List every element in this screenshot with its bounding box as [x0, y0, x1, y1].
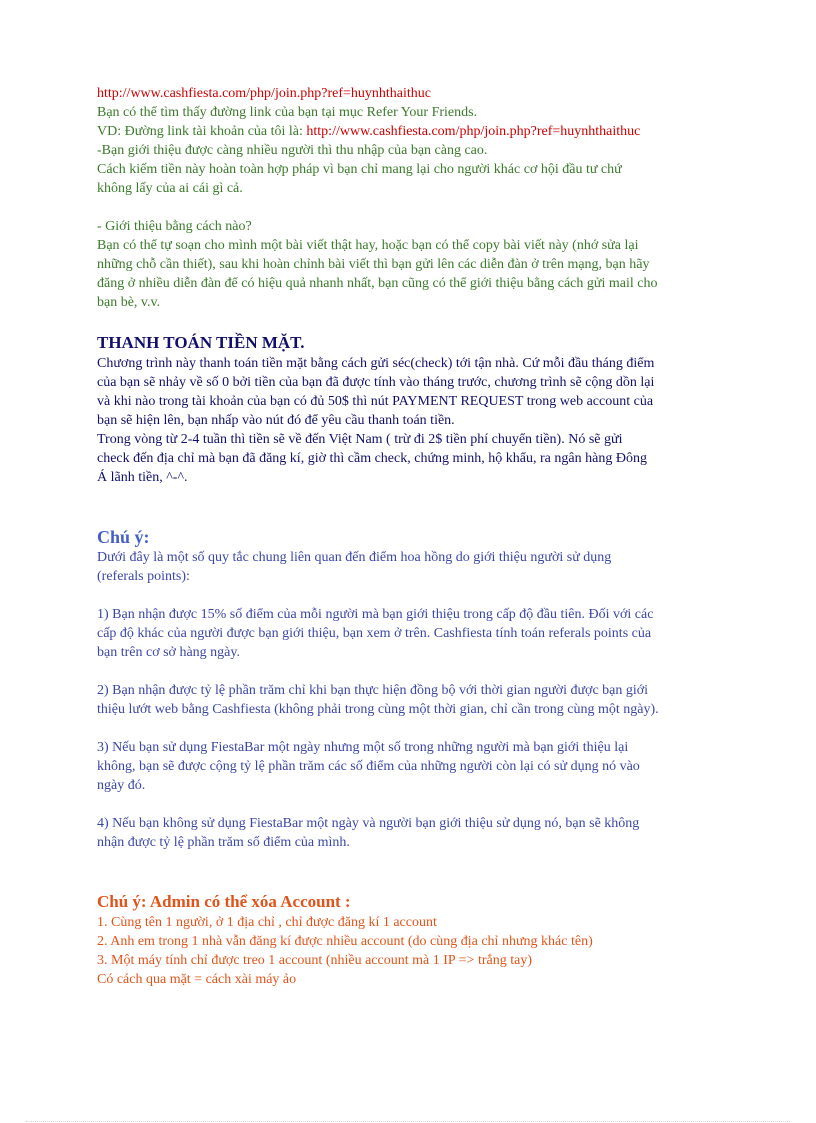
intro-line: không lấy của ai cái gì cả. [97, 181, 243, 196]
rule-1-line: 1) Bạn nhận được 15% số điểm của mỗi người mà bạn giới thiệu trong cấp độ đầu tiên. Đối với các [97, 607, 654, 622]
note-line: (referals points): [97, 569, 190, 584]
rule-3-line: 3) Nếu bạn sử dụng FiestaBar một ngày nhưng một số trong những người mà bạn giới thiệu lại [97, 740, 629, 755]
admin-line: Có cách qua mặt = cách xài máy ảo [97, 972, 297, 987]
spacer [97, 662, 737, 681]
rule-3-line: không, bạn sẽ được cộng tỷ lệ phần trăm các số điểm của những người còn lại có sử dụng nó vào [97, 759, 640, 774]
cash-line: và khi nào trong tài khoản của bạn có đủ 50$ thì nút PAYMENT REQUEST trong web account của [97, 394, 654, 409]
intro-line: -Bạn giới thiệu được càng nhiều người thì thu nhập của bạn càng cao. [97, 143, 488, 158]
admin-line: 3. Một máy tính chỉ được treo 1 account (nhiều account mà 1 IP => trắng tay) [97, 953, 532, 968]
intro-line: Bạn có thể tìm thấy đường link của bạn tại mục Refer Your Friends. [97, 105, 478, 120]
example-prefix: VD: Đường link tài khoản của tôi là: [97, 124, 307, 139]
admin-line: 1. Cùng tên 1 người, ở 1 địa chỉ , chỉ được đăng kí 1 account [97, 915, 437, 930]
rule-2-line: thiệu lướt web bằng Cashfiesta (không phải trong cùng một thời gian, chỉ cần trong cùng một ngày). [97, 702, 659, 717]
howto-line: những chỗ cần thiết), sau khi hoàn chỉnh bài viết thì bạn gửi lên các diễn đàn ở trên mạng, bạn hãy [97, 257, 650, 272]
cash-line: bạn sẽ hiện lên, bạn nhấp vào nút đó để yêu cầu thanh toán tiền. [97, 413, 455, 428]
admin-line: 2. Anh em trong 1 nhà vẫn đăng kí được nhiều account (do cùng địa chỉ nhưng khác tên) [97, 934, 593, 949]
note-heading: Chú ý: [97, 527, 150, 547]
cash-line: check đến địa chỉ mà bạn đã đăng kí, giờ thì cầm check, chứng minh, hộ khẩu, ra ngân hàng Đông [97, 451, 647, 466]
rule-3-line: ngày đó. [97, 778, 146, 793]
cash-line: của bạn sẽ nhảy về số 0 bởi tiền của bạn đã được tính vào tháng trước, chương trình sẽ cộng dồn lại [97, 375, 655, 390]
note-line: Dưới đây là một số quy tắc chung liên quan đến điểm hoa hồng do giới thiệu người sử dụng [97, 550, 612, 565]
cash-payment-heading: THANH TOÁN TIỀN MẶT. [97, 333, 305, 352]
cash-line: Chương trình này thanh toán tiền mặt bằng cách gửi séc(check) tới tận nhà. Cứ mỗi đầu tháng điểm [97, 356, 655, 371]
example-link[interactable]: http://www.cashfiesta.com/php/join.php?ref=huynhthaithuc [306, 124, 641, 139]
cash-line: Á lãnh tiền, ^-^. [97, 470, 188, 485]
document-page [97, 84, 737, 989]
page-bottom-divider [26, 1121, 790, 1122]
rule-1-line: bạn trên cơ sở hàng ngày. [97, 645, 240, 660]
cash-line: Trong vòng từ 2-4 tuần thì tiền sẽ về đến Việt Nam ( trừ đi 2$ tiền phí chuyển tiền). Nó sẽ gửi [97, 432, 623, 447]
spacer [97, 719, 737, 738]
spacer [97, 795, 737, 814]
spacer [97, 487, 737, 506]
rule-2-line: 2) Bạn nhận được tỷ lệ phần trăm chỉ khi bạn thực hiện đồng bộ với thời gian người được bạn giới [97, 683, 649, 698]
intro-example [97, 122, 737, 141]
spacer [97, 852, 737, 871]
howto-line: Bạn có thể tự soạn cho mình một bài viết thật hay, hoặc bạn có thể copy bài viết này (nhớ sửa lại [97, 238, 639, 253]
referral-link[interactable]: http://www.cashfiesta.com/php/join.php?ref=huynhthaithuc [97, 86, 431, 101]
admin-heading: Chú ý: Admin có thể xóa Account : [97, 892, 351, 911]
spacer [97, 198, 737, 217]
howto-line: bạn bè, v.v. [97, 295, 161, 310]
howto-line: đăng ở nhiều diễn đàn để có hiệu quả nhanh nhất, bạn cũng có thể giới thiệu bằng cách gửi mail cho [97, 276, 658, 291]
intro-line: Cách kiếm tiền này hoàn toàn hợp pháp vì bạn chỉ mang lại cho người khác cơ hội đầu tư chứ [97, 162, 622, 177]
spacer [97, 586, 737, 605]
rule-1-line: cấp độ khác của người được bạn giới thiệu, bạn xem ở trên. Cashfiesta tính toán referals points của [97, 626, 652, 641]
howto-question: - Giới thiệu bằng cách nào? [97, 219, 252, 234]
rule-4-line: nhận được tỷ lệ phần trăm số điểm của mình. [97, 835, 350, 850]
rule-4-line: 4) Nếu bạn không sử dụng FiestaBar một ngày và người bạn giới thiệu sử dụng nó, bạn sẽ không [97, 816, 640, 831]
